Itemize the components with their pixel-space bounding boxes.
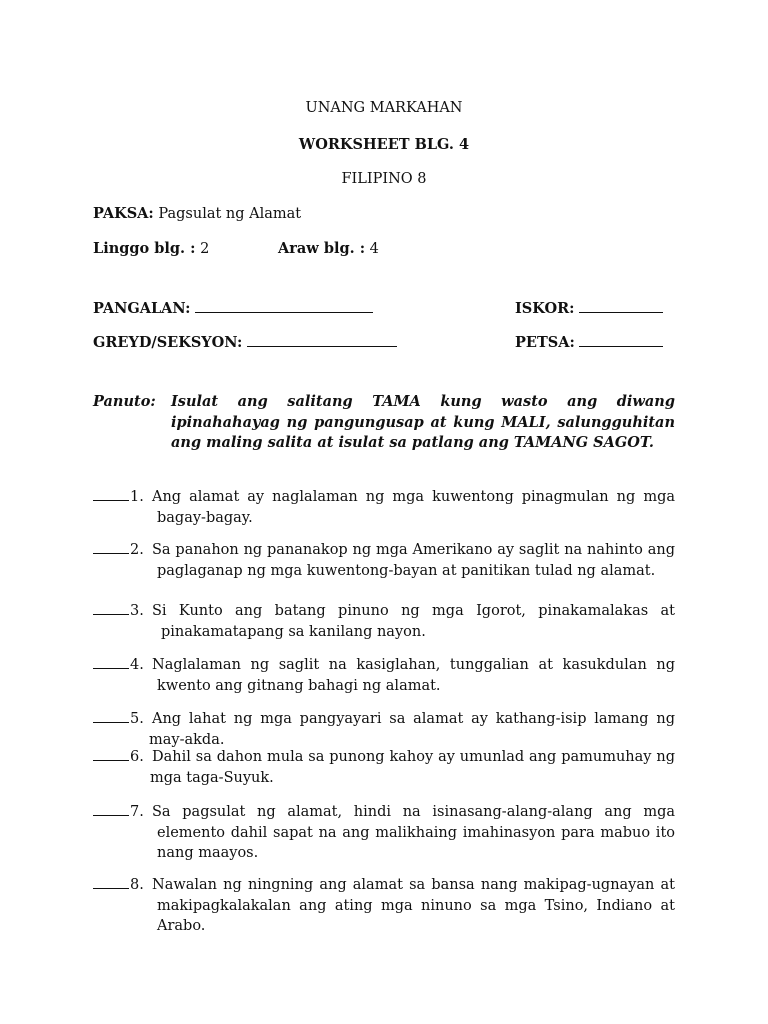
pangalan-label: PANGALAN:	[93, 300, 191, 317]
question-item-2: 2. Sa panahon ng pananakop ng mga Amerikano ay saglit na nahinto ang paglaganap ng mga kuwentong-bayan at panitikan tulad ng alamat.	[93, 540, 675, 581]
petsa-label: PETSA:	[515, 334, 575, 351]
greyd-label: GREYD/SEKSYON:	[93, 334, 243, 351]
instructions	[93, 392, 675, 454]
answer-blank[interactable]	[93, 803, 129, 816]
question-text: Ang lahat ng mga pangyayari sa alamat ay kathang-isip lamang ng may-akda.	[149, 711, 675, 748]
question-item-1: 1. Ang alamat ay naglalaman ng mga kuwentong pinagmulan ng mga bagay-bagay.	[93, 487, 675, 528]
answer-blank[interactable]	[93, 748, 129, 761]
pangalan-field	[93, 300, 373, 317]
subject-title: FILIPINO 8	[341, 171, 427, 187]
question-item-6: 6. Dahil sa dahon mula sa punong kahoy ay umunlad ang pamumuhay ng mga taga-Suyuk.	[93, 747, 675, 788]
araw-line	[278, 240, 379, 257]
pangalan-blank[interactable]	[195, 300, 373, 313]
linggo-value: 2	[200, 241, 210, 257]
paksa-line	[93, 205, 301, 222]
question-item-3: 3. Si Kunto ang batang pinuno ng mga Igorot, pinakamalakas at pinakamatapang sa kanilang nayon.	[93, 601, 675, 642]
linggo-label: Linggo blg. :	[93, 240, 196, 257]
paksa-value: Pagsulat ng Alamat	[158, 206, 302, 222]
answer-blank[interactable]	[93, 541, 129, 554]
question-text: Ang alamat ay naglalaman ng mga kuwentong pinagmulan ng mga bagay-bagay.	[152, 489, 675, 526]
greyd-field	[93, 334, 397, 351]
quarter-title: UNANG MARKAHAN	[305, 100, 463, 116]
question-item-4: 4. Naglalaman ng saglit na kasiglahan, tunggalian at kasukdulan ng kwento ang gitnang bahagi ng alamat.	[93, 655, 675, 696]
paksa-label: PAKSA:	[93, 205, 154, 222]
petsa-blank[interactable]	[579, 334, 663, 347]
answer-blank[interactable]	[93, 656, 129, 669]
question-text: Si Kunto ang batang pinuno ng mga Igorot, pinakamalakas at pinakamatapang sa kanilang nayon.	[152, 603, 675, 640]
answer-blank[interactable]	[93, 710, 129, 723]
answer-blank[interactable]	[93, 876, 129, 889]
araw-label: Araw blg. :	[278, 240, 366, 257]
question-item-8: 8. Nawalan ng ningning ang alamat sa bansa nang makipag-ugnayan at makipagkalakalan ang ating mga ninuno sa mga Tsino, Indiano at Arabo.	[93, 875, 675, 937]
question-text: Nawalan ng ningning ang alamat sa bansa nang makipag-ugnayan at makipagkalakalan ang ating mga ninuno sa mga Tsino, Indiano at Arabo.	[152, 877, 675, 934]
instructions-label: Panuto:	[93, 393, 156, 410]
instructions-text: Isulat ang salitang TAMA kung wasto ang diwang ipinahahayag ng pangungusap at kung MALI, salungguhitan ang maling salita at isulat sa patlang ang TAMANG SAGOT.	[171, 393, 675, 451]
araw-value: 4	[369, 241, 379, 257]
linggo-line	[93, 240, 209, 257]
iskor-blank[interactable]	[579, 300, 663, 313]
worksheet-title: WORKSHEET BLG. 4	[298, 136, 470, 153]
iskor-label: ISKOR:	[515, 300, 575, 317]
greyd-blank[interactable]	[247, 334, 397, 347]
question-text: Dahil sa dahon mula sa punong kahoy ay umunlad ang pamumuhay ng mga taga-Suyuk.	[150, 749, 675, 786]
question-text: Sa panahon ng pananakop ng mga Amerikano ay saglit na nahinto ang paglaganap ng mga kuwentong-bayan at panitikan tulad ng alamat.	[152, 542, 675, 579]
question-text: Naglalaman ng saglit na kasiglahan, tunggalian at kasukdulan ng kwento ang gitnang bahagi ng alamat.	[152, 657, 675, 694]
iskor-field	[515, 300, 663, 317]
answer-blank[interactable]	[93, 488, 129, 501]
question-text: Sa pagsulat ng alamat, hindi na isinasang-alang-alang ang mga elemento dahil sapat na ang malikhaing imahinasyon para mabuo ito nang maayos.	[152, 804, 675, 861]
question-item-7: 7. Sa pagsulat ng alamat, hindi na isinasang-alang-alang ang mga elemento dahil sapat na ang malikhaing imahinasyon para mabuo ito nang maayos.	[93, 802, 675, 864]
question-item-5: 5. Ang lahat ng mga pangyayari sa alamat ay kathang-isip lamang ng may-akda.	[93, 709, 675, 750]
petsa-field	[515, 334, 663, 351]
answer-blank[interactable]	[93, 602, 129, 615]
